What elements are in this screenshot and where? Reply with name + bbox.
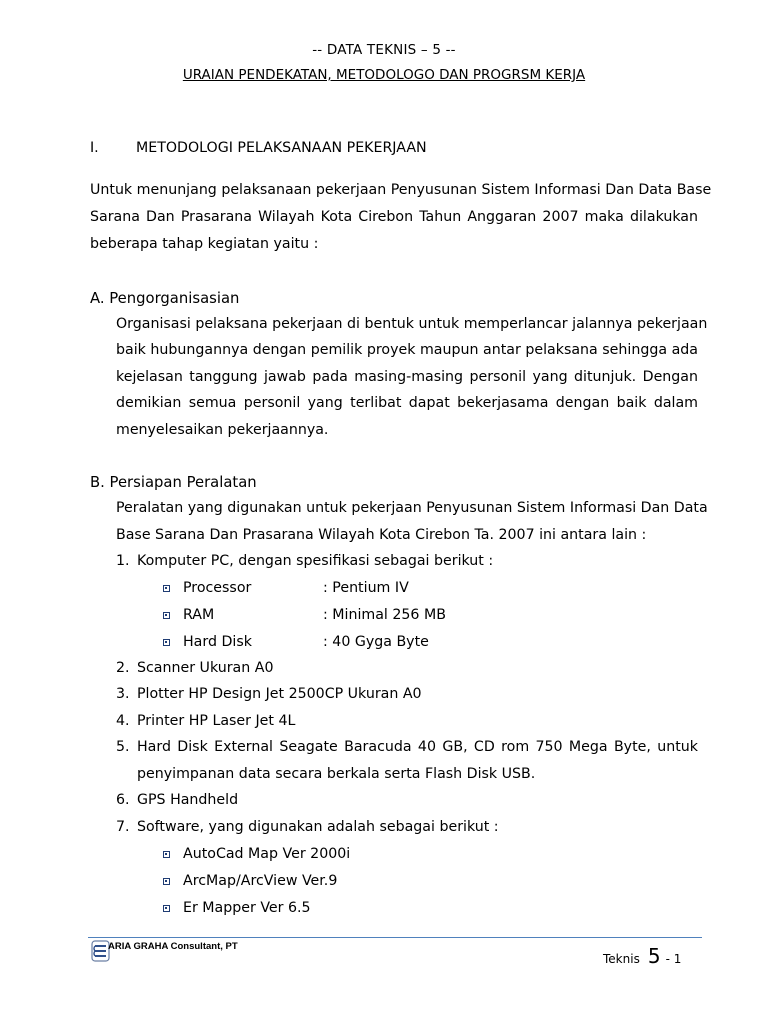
software-item: Er Mapper Ver 6.5	[183, 900, 311, 916]
software-item: AutoCad Map Ver 2000i	[183, 846, 351, 862]
a-line-2: baik hubungannya dengan pemilik proyek maupun antar pelaksana sehingga ada	[116, 342, 698, 358]
heading-b: B. Persiapan Peralatan	[90, 474, 257, 491]
a-line-3: kejelasan tanggung jawab pada masing-masing personil yang ditunjuk. Dengan	[116, 369, 698, 385]
bullet-icon	[163, 851, 170, 858]
bullet-icon	[163, 639, 170, 646]
list-item-text: Printer HP Laser Jet 4L	[137, 713, 296, 729]
footer-section-number: 5	[647, 944, 661, 968]
intro-line-1: Untuk menunjang pelaksanaan pekerjaan Penyusunan Sistem Informasi Dan Data Base	[90, 182, 712, 198]
heading-a: A. Pengorganisasian	[90, 290, 240, 307]
list-number: 1.	[116, 553, 130, 569]
list-item-text: Komputer PC, dengan spesifikasi sebagai berikut :	[137, 553, 494, 569]
spec-label: Processor	[183, 580, 252, 596]
intro-line-2: Sarana Dan Prasarana Wilayah Kota Cirebon Tahun Anggaran 2007 maka dilakukan	[90, 209, 698, 225]
bullet-icon	[163, 612, 170, 619]
list-item-text: Scanner Ukuran A0	[137, 660, 274, 676]
list-number: 5.	[116, 739, 130, 755]
b-line-2: Base Sarana Dan Prasarana Wilayah Kota Cirebon Ta. 2007 ini antara lain :	[116, 527, 647, 543]
software-item: ArcMap/ArcView Ver.9	[183, 873, 338, 889]
section-number: I.	[90, 140, 99, 156]
bullet-icon	[163, 585, 170, 592]
list-item-text: GPS Handheld	[137, 792, 239, 808]
list-item-text: Software, yang digunakan adalah sebagai berikut :	[137, 819, 499, 835]
list-item-text: Hard Disk External Seagate Baracuda 40 GB, CD rom 750 Mega Byte, untuk	[137, 739, 698, 755]
list-number: 4.	[116, 713, 130, 729]
list-number: 6.	[116, 792, 130, 808]
footer-label: Teknis	[603, 952, 640, 966]
list-number: 7.	[116, 819, 130, 835]
a-line-1: Organisasi pelaksana pekerjaan di bentuk untuk memperlancar jalannya pekerjaan	[116, 316, 708, 332]
footer-rule	[88, 937, 702, 938]
bullet-icon	[163, 878, 170, 885]
doc-title: -- DATA TEKNIS – 5 --	[312, 42, 456, 58]
b-line-1: Peralatan yang digunakan untuk pekerjaan Penyusunan Sistem Informasi Dan Data	[116, 500, 708, 516]
list-item-text: Plotter HP Design Jet 2500CP Ukuran A0	[137, 686, 422, 702]
list-item-continuation: penyimpanan data secara berkala serta Flash Disk USB.	[137, 766, 536, 782]
a-line-5: menyelesaikan pekerjaannya.	[116, 422, 329, 438]
doc-subtitle: URAIAN PENDEKATAN, METODOLOGO DAN PROGRSM KERJA	[182, 67, 586, 83]
a-line-4: demikian semua personil yang terlibat dapat bekerjasama dengan baik dalam	[116, 395, 698, 411]
footer-page-suffix: - 1	[665, 952, 682, 966]
list-number: 3.	[116, 686, 130, 702]
spec-label: RAM	[183, 607, 215, 623]
spec-label: Hard Disk	[183, 634, 252, 650]
bullet-icon	[163, 905, 170, 912]
spec-value: : 40 Gyga Byte	[323, 634, 429, 650]
list-number: 2.	[116, 660, 130, 676]
section-title: METODOLOGI PELAKSANAAN PEKERJAAN	[136, 140, 427, 156]
spec-value: : Pentium IV	[323, 580, 409, 596]
spec-value: : Minimal 256 MB	[323, 607, 446, 623]
company-name: ARIA GRAHA Consultant, PT	[108, 941, 238, 952]
page-number	[603, 944, 681, 968]
intro-line-3: beberapa tahap kegiatan yaitu :	[90, 236, 319, 252]
